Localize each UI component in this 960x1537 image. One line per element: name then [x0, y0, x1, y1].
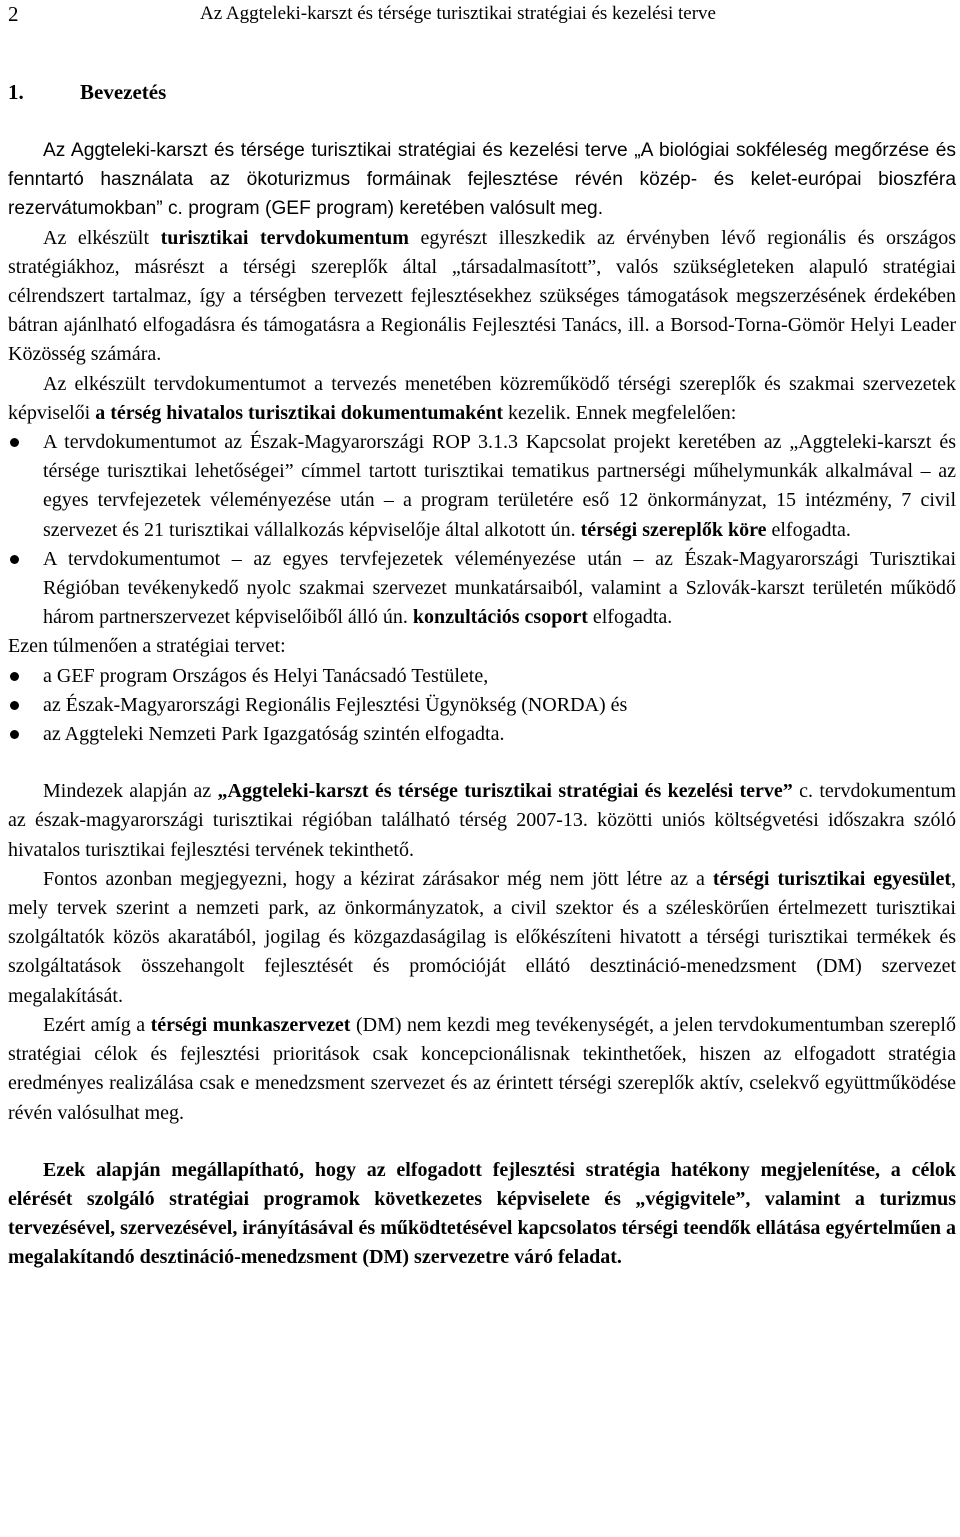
bold-run: „Aggteleki-karszt és térsége turisztikai stratégiai és kezelési terve” [217, 780, 793, 803]
section-title: Bevezetés [80, 80, 167, 104]
text-run: az Aggteleki Nemzeti Park Igazgatóság szintén elfogadta. [43, 723, 505, 746]
text-run: Az elkészült tervdokumentumot a tervezés menetében közreműködő térségi szereplők és szakmai szervezetek képviselői [8, 372, 956, 424]
section-heading [8, 78, 166, 106]
bold-run: a térség hivatalos turisztikai dokumentumaként [95, 401, 504, 424]
paragraph-ezert [8, 1011, 956, 1128]
text-run: A tervdokumentumot az Észak-Magyarországi ROP 3.1.3 Kapcsolat projekt keretében az „Aggteleki-karszt és térsége turisztikai lehetőségei” címmel tartott turisztikai tematikus partnerségi műhelymunkák alkalmával – az egyes tervfejezetek véleményezése után – a program területére eső 12 önkormányzat, 15 intézmény, 7 civil szervezet és 21 turisztikai vállalkozás képviselője által alkotott ún. [43, 431, 956, 541]
running-title: Az Aggteleki-karszt és térsége turisztikai stratégiai és kezelési terve [200, 3, 716, 24]
intro-paragraph: Az Aggteleki-karszt és térsége turisztikai stratégiai és kezelési terve „A biológiai sokféleség megőrzése és fenntartó használata az ökoturizmus formáinak fejlesztése révén közép- és kelet-európai bioszféra rezervátumokban” c. program (GEF program) keretében valósult meg. [8, 140, 956, 220]
bold-run: térségi turisztikai egyesület [712, 867, 951, 890]
bold-run: térségi munkaszervezet [150, 1013, 351, 1036]
list-item [8, 720, 956, 749]
bullet-icon [10, 730, 19, 739]
bullet-icon [10, 672, 19, 681]
paragraph-ezen-tulmenoen: Ezen túlmenően a stratégiai tervet: [8, 635, 286, 658]
bullet-icon [10, 438, 19, 447]
paragraph-tervdokumentum [8, 224, 956, 370]
conclusion-paragraph [8, 1156, 956, 1273]
paragraph-fontos [8, 865, 956, 1011]
spacer [8, 1128, 956, 1156]
bold-run: konzultációs csoport [412, 606, 588, 629]
text-run: Ezért amíg a [43, 1013, 151, 1036]
bullet-icon [10, 555, 19, 564]
text-run: Fontos azonban megjegyezni, hogy a kézirat zárásakor még nem jött létre az a [43, 867, 713, 890]
acceptance-list [8, 428, 956, 632]
list-item [8, 691, 956, 720]
text-run: a GEF program Országos és Helyi Tanácsadó Testülete, [43, 664, 489, 687]
approval-list [8, 662, 956, 750]
section-number: 1. [8, 80, 24, 104]
text-run: , mely tervek szerint a nemzeti park, az önkormányzatok, a civil szektor és a széleskörűen értelmezett turisztikai szolgáltatók közös akaratából, jogilag és közgazdaságilag is előkészíteni hivatott a térségi turisztikai termékek és szolgáltatások összehangolt fejlesztését és promócióját ellátó desztináció-menedzsment (DM) szervezet megalakítását. [8, 867, 956, 1007]
list-item [8, 545, 956, 633]
list-item [8, 428, 956, 545]
bold-run: térségi szereplők köre [580, 518, 767, 541]
bold-run: turisztikai tervdokumentum [160, 226, 409, 249]
document-body [8, 136, 956, 1273]
text-run: Mindezek alapján az [43, 780, 218, 803]
text-run: egyrészt illeszkedik az érvényben lévő regionális és országos stratégiákhoz, másrészt a térségi szereplők által „társadalmasított”, valós szükségleteken alapuló stratégiai célrendszert tartalmaz, így a térségben tervezett fejlesztésekhez szükséges támogatások megszerzésének érdekében bátran ajánlható elfogadásra és támogatásra a Regionális Fejlesztési Tanács, ill. a Borsod-Torna-Gömör Helyi Leader Közösség számára. [8, 226, 956, 366]
text-run: az Észak-Magyarországi Regionális Fejlesztési Ügynökség (NORDA) és [43, 693, 628, 716]
page-header [8, 0, 956, 30]
page-number: 2 [8, 2, 19, 26]
bold-run: Ezek alapján megállapítható, hogy az elfogadott fejlesztési stratégia hatékony megjelenítése, a célok elérését szolgáló stratégiai programok következetes képviselete és „végigvitele”, valamint a turizmus tervezésével, szervezésével, irányításával és működtetésével kapcsolatos térségi teendők ellátása egyértelműen a megalakítandó desztináció-menedzsment (DM) szervezetre váró feladat. [8, 1158, 956, 1269]
text-run: c. tervdokumentum az észak-magyarországi turisztikai régióban található térség 2007-13. közötti uniós költségvetési időszakra szóló hivatalos turisztikai fejlesztési tervének tekinthető. [8, 780, 956, 861]
text-run: kezelik. Ennek megfelelően: [503, 401, 737, 424]
text-run: Az elkészült [43, 226, 161, 249]
paragraph-mindezek [8, 777, 956, 865]
text-run: (DM) nem kezdi meg tevékenységét, a jelen tervdokumentumban szereplő stratégiai célok és fejlesztési prioritások csak koncepcionálisnak tekinthetőek, hiszen az elfogadott stratégia eredményes realizálása csak e menedzsment szervezet és az érintett térségi szereplők aktív, cselekvő együttműködése révén valósulhat meg. [8, 1013, 956, 1124]
text-run: elfogadta. [766, 518, 851, 541]
text-run: elfogadta. [587, 606, 673, 629]
paragraph-hivatalos [8, 370, 956, 428]
bullet-icon [10, 701, 19, 710]
text-run: A tervdokumentumot – az egyes tervfejezetek véleményezése után – az Észak-Magyarországi Turisztikai Régióban tevékenykedő nyolc szakmai szervezet munkatársaiból, valamint a Szlovák-karszt területén működő három partnerszervezet képviselőiből álló ún. [43, 547, 956, 629]
list-item [8, 662, 956, 691]
spacer [8, 749, 956, 777]
